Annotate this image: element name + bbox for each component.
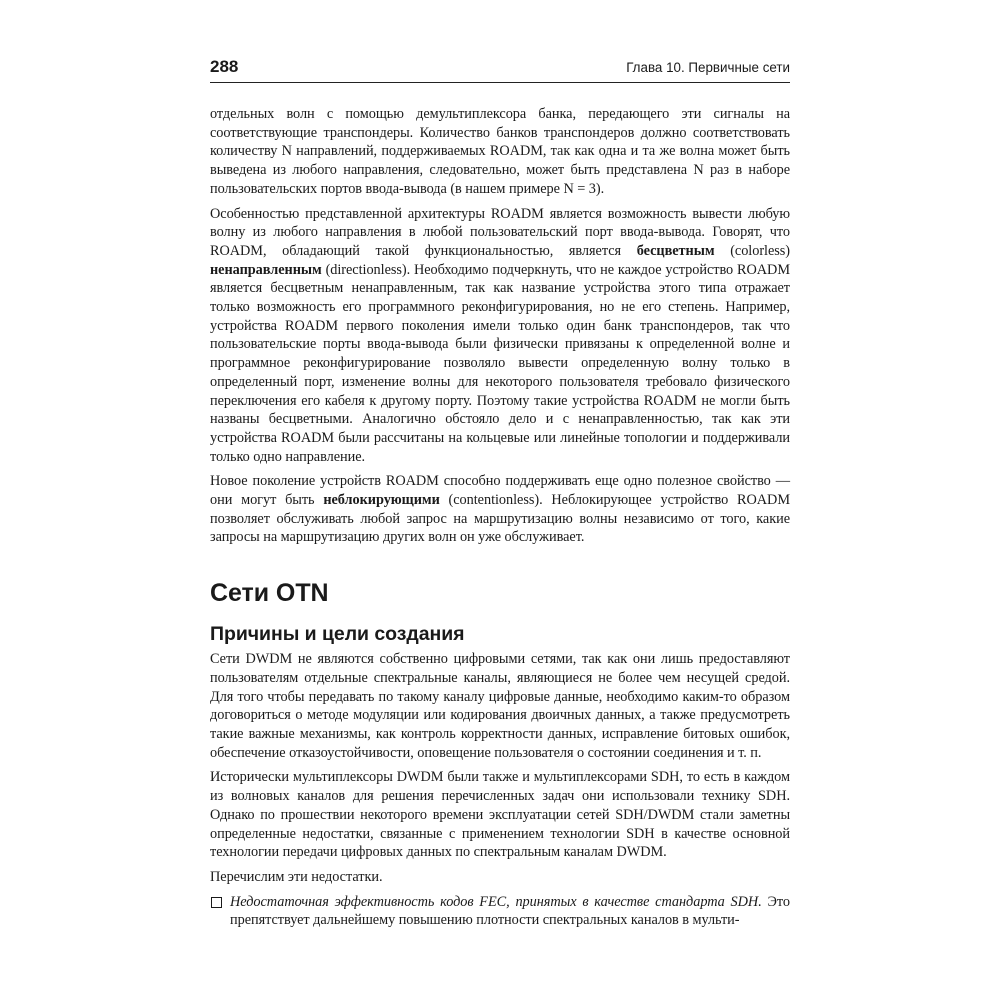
text-span: (contentionless). Неблокирующее устройство ROADM позволяет обслуживать любой запрос на маршрутизацию волны независимо от того, какие запросы на маршрутизацию других волн он уже обслуживает. — [210, 492, 790, 546]
bullet-italic-lead: Недостаточная эффективность кодов FEC, принятых в качестве стандарта SDH. — [230, 893, 762, 910]
section-heading: Сети OTN — [210, 579, 329, 608]
bullet-text: Это препятствует дальнейшему повышению плотности спектральных каналов в мульти- — [230, 893, 791, 929]
paragraph-dwdm-not-digital: Сети DWDM не являются собственно цифровыми сетями, так как они лишь предоставляют пользователям отдельные спектральные каналы, являющиеся не более чем несущей средой. Для того чтобы передавать по такому каналу цифровые данные, необходимо каким-то образом договориться о методе модуляции или кодирования двоичных данных, а также предусмотреть такие важные механизмы, как контроль корректности данных, исправление битовых ошибок, обеспечение отказоустойчивости, оповещение пользователя о состоянии соединения и т. п. — [210, 651, 790, 761]
paragraph-colorless-directionless — [210, 205, 790, 467]
term-colorless: бесцветным — [636, 242, 715, 259]
paragraph-roadm-banks: отдельных волн с помощью демультиплексора банка, передающего эти сигналы на соответствующие транспондеры. Количество банков транспондеров должно соответствовать количеству N направлений, поддерживаемых ROADM, так как одна и та же волна может быть выведена из любого направления, следовательно, может быть представлена N раз в наборе пользовательских портов ввода-вывода (в нашем примере N = 3). — [210, 106, 790, 197]
text-span: Новое поколение устройств ROADM способно поддерживать еще одно полезное свойство — они могут быть — [210, 473, 790, 509]
text-span: (colorless) — [714, 242, 790, 259]
term-directionless: ненаправленным — [210, 261, 322, 278]
chapter-title: Глава 10. Первичные сети — [626, 60, 790, 75]
paragraph-contentionless — [210, 472, 790, 547]
paragraph-list-intro: Перечислим эти недостатки. — [210, 868, 383, 885]
text-span: Особенностью представленной архитектуры ROADM является возможность вывести любую волну из любого направления в любой пользовательский порт ввода-вывода. Говорят, что ROADM, обладающий такой функциональностью, является — [210, 205, 790, 259]
page-number: 288 — [210, 57, 239, 76]
paragraph-sdh-history: Исторически мультиплексоры DWDM были также и мультиплексорами SDH, то есть в каждом из волновых каналов для решения перечисленных задач они использовали технику SDH. Однако по прошествии некоторого времени эксплуатации сетей SDH/DWDM стали заметны определенные недостатки, связанные с применением технологии SDH в качестве основной технологии передачи цифровых данных по спектральным каналам DWDM. — [210, 769, 790, 861]
list-item — [210, 893, 790, 930]
term-contentionless: неблокирующими — [323, 492, 440, 509]
checkbox-icon — [211, 897, 222, 908]
body-text — [210, 105, 790, 930]
text-span: (directionless). Необходимо подчеркнуть, что не каждое устройство ROADM является бесцветным ненаправленным, так как название устройства этого типа отражает только возможность его программного реконфигурирования, но не его степень. Например, устройства ROADM первого поколения имели только один банк транспондеров, так что пользовательские порты ввода-вывода были физически привязаны к определенной волне и программное реконфигурирование позволяло вывести определенную волну только в определенный порт, изменение волны для некоторого пользователя требовало физического переключения его кабеля к другому порту. Поэтому такие устройства ROADM не могли быть названы бесцветными. Аналогично обстояло дело и с ненаправленностью, так как эти устройства ROADM были рассчитаны на кольцевые или линейные топологии и поддерживали только одно направление. — [210, 261, 790, 465]
running-header — [210, 56, 790, 83]
subsection-heading: Причины и цели создания — [210, 623, 465, 646]
